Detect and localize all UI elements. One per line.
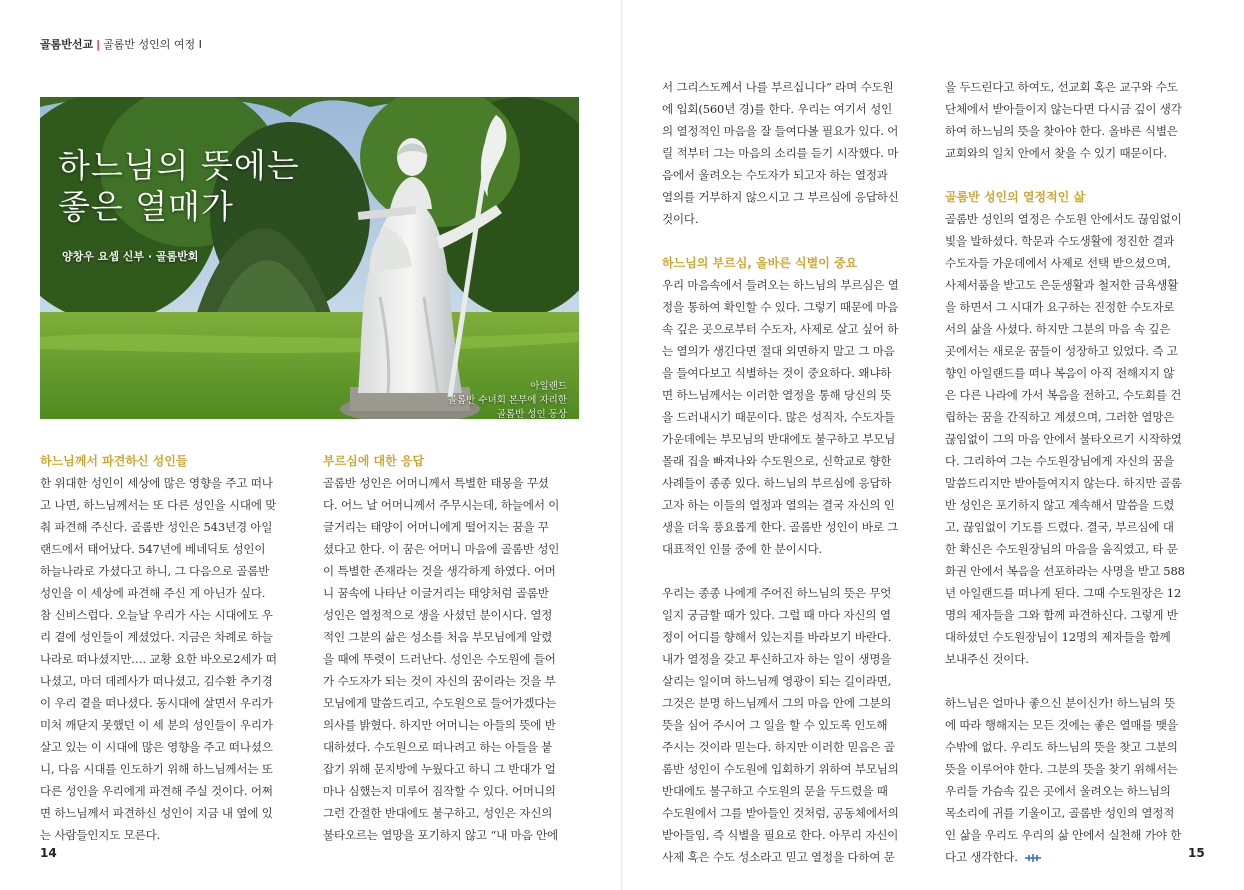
body-text-line bbox=[40, 758, 298, 780]
section-heading: 부르심에 대한 응답 bbox=[323, 454, 425, 468]
body-text: 은 다른 나라에 가서 복음을 전하고, 수도회를 건 bbox=[945, 388, 1182, 402]
body-text: 우리 마음속에서 들려오는 하느님의 부르심은 열 bbox=[662, 278, 899, 292]
body-text-line bbox=[945, 450, 1205, 472]
body-text-line bbox=[323, 604, 581, 626]
body-text-line bbox=[323, 802, 581, 824]
body-text-line bbox=[945, 252, 1205, 274]
body-text-line bbox=[945, 318, 1205, 340]
body-text: 서의 삶을 사셨다. 하지만 그분의 마음 속 깊은 bbox=[945, 322, 1171, 336]
photo-caption-line: 골롬반 성인 동상 bbox=[496, 409, 567, 419]
body-text-line bbox=[323, 582, 581, 604]
section-heading: 골롬반 성인의 열정적인 삶 bbox=[945, 190, 1086, 204]
body-text: 에 따라 행해지는 모든 것에는 좋은 열매를 맺을 bbox=[945, 718, 1178, 732]
body-text: 불타오르는 열망을 포기하지 않고 “내 마음 안에 bbox=[323, 828, 558, 842]
body-text-line bbox=[945, 274, 1205, 296]
body-text: 주시는 것이라 믿는다. 하지만 이러한 믿음은 골 bbox=[662, 740, 895, 754]
body-text-line bbox=[40, 494, 298, 516]
body-text: 글거리는 태양이 어머니에게 떨어지는 꿈을 꾸 bbox=[323, 520, 549, 534]
body-text: 골롬반 성인의 열정은 수도원 안에서도 끊임없이 bbox=[945, 212, 1182, 226]
body-text-line bbox=[945, 208, 1205, 230]
body-text: 교회와의 일치 안에서 찾을 수 있기 때문이다. bbox=[945, 146, 1167, 160]
body-text: 하여 하느님의 뜻을 찾아야 한다. 올바른 식별은 bbox=[945, 124, 1178, 138]
body-text: 대하셨던 수도원장님이 12명의 제자들을 함께 bbox=[945, 630, 1171, 644]
body-text: 골롬반 성인은 어머니께서 특별한 태몽을 꾸셨 bbox=[323, 476, 549, 490]
text-column-1 bbox=[40, 450, 298, 846]
paragraph-gap bbox=[662, 560, 920, 582]
body-text-line bbox=[662, 120, 920, 142]
body-text-line bbox=[40, 670, 298, 692]
body-text: 그런 간절한 반대에도 불구하고, 성인은 자신의 bbox=[323, 806, 553, 820]
body-text-line bbox=[662, 780, 920, 802]
running-head-divider: | bbox=[96, 38, 101, 51]
article-title bbox=[58, 145, 300, 227]
body-text: 이 특별한 존재라는 것을 생각하게 하였다. 어머 bbox=[323, 564, 556, 578]
body-text-line bbox=[662, 670, 920, 692]
body-text-line bbox=[662, 76, 920, 98]
body-text: 생을 더욱 풍요롭게 한다. 골롬반 성인이 바로 그 bbox=[662, 520, 899, 534]
body-text-line bbox=[945, 780, 1205, 802]
body-text-line bbox=[40, 516, 298, 538]
body-text-line bbox=[323, 780, 581, 802]
body-text: 의 열정적인 마음을 잘 들여다볼 필요가 있다. 어 bbox=[662, 124, 899, 138]
body-text: 릴 적부터 그는 마음의 소리를 듣기 시작했다. 마 bbox=[662, 146, 899, 160]
body-text: 반 성인은 포기하지 않고 계속해서 말씀을 드렸 bbox=[945, 498, 1175, 512]
body-text-line bbox=[945, 120, 1205, 142]
body-text: 다. 어느 날 어머니께서 주무시는데, 하늘에서 이 bbox=[323, 498, 560, 512]
body-text-line bbox=[40, 648, 298, 670]
body-text: 음에서 울려오는 수도자가 되고자 하는 열정과 bbox=[662, 168, 888, 182]
running-head bbox=[40, 36, 202, 52]
body-text-line bbox=[945, 692, 1205, 714]
body-text: 끊임없이 그의 마음 안에서 불타오르기 시작하였 bbox=[945, 432, 1182, 446]
body-text: 우리는 종종 나에게 주어진 하느님의 뜻은 무엇 bbox=[662, 586, 892, 600]
body-text: 하느님은 얼마나 좋으신 분이신가! 하느님의 뜻 bbox=[945, 696, 1176, 710]
body-text: 향인 아일랜드를 떠나 복음이 아직 전해지지 않 bbox=[945, 366, 1175, 380]
body-text: 적인 그분의 삶은 성소를 처음 부모님에게 알렸 bbox=[323, 630, 553, 644]
body-text: 을 두드린다고 하여도, 선교회 혹은 교구와 수도 bbox=[945, 80, 1178, 94]
body-text-line bbox=[945, 142, 1205, 164]
body-text-line bbox=[945, 560, 1205, 582]
body-text: 뜻을 심어 주시어 그 일을 할 수 있도록 인도해 bbox=[662, 718, 888, 732]
body-text-line bbox=[945, 362, 1205, 384]
body-text-line bbox=[945, 340, 1205, 362]
body-text: 니 꿈속에 나타난 이글거리는 태양처럼 골롬반 bbox=[323, 586, 549, 600]
body-text-line bbox=[40, 692, 298, 714]
body-text: 우리들 가슴속 깊은 곳에서 울려오는 하느님의 bbox=[945, 784, 1171, 798]
body-text: 고, 끊임없이 기도를 드렸다. 결국, 부르심에 대 bbox=[945, 520, 1174, 534]
body-text-line bbox=[662, 516, 920, 538]
body-text-line bbox=[662, 296, 920, 318]
paragraph-gap bbox=[662, 230, 920, 252]
body-text-line bbox=[323, 714, 581, 736]
body-text-line bbox=[945, 846, 1205, 868]
section-heading: 하느님께서 파견하신 성인들 bbox=[40, 454, 188, 468]
body-text-line bbox=[662, 472, 920, 494]
body-text: 인 삶을 우리도 우리의 삶 안에서 실천해 가야 한 bbox=[945, 828, 1182, 842]
body-text: 빛을 발하셨다. 학문과 수도생활에 정진한 결과 bbox=[945, 234, 1175, 248]
body-text-line bbox=[323, 692, 581, 714]
body-text-line bbox=[945, 494, 1205, 516]
body-text-line bbox=[40, 824, 298, 846]
body-text: 모님에게 말씀드리고, 수도원으로 들어가겠다는 bbox=[323, 696, 557, 710]
body-text-line bbox=[945, 538, 1205, 560]
body-text: 대하셨다. 수도원으로 떠나려고 하는 아들을 붙 bbox=[323, 740, 553, 754]
body-text-line bbox=[945, 98, 1205, 120]
body-text: 뜻을 이루어야 한다. 그분의 뜻을 찾기 위해서는 bbox=[945, 762, 1178, 776]
text-column-4 bbox=[945, 76, 1205, 868]
body-text-line bbox=[40, 736, 298, 758]
body-text: 고자 하는 이들의 열정과 열의는 결국 자신의 인 bbox=[662, 498, 895, 512]
body-text: 화권 안에서 복음을 선포하라는 사명을 받고 588 bbox=[945, 564, 1185, 578]
body-text: 립하는 꿈을 간직하고 계셨으며, 그러한 열망은 bbox=[945, 410, 1175, 424]
body-text-line bbox=[662, 274, 920, 296]
body-text: 을 때에 뚜렷이 드러난다. 성인은 수도원에 들어 bbox=[323, 652, 556, 666]
body-text: 마나 심했는지 미루어 짐작할 수 있다. 어머니의 bbox=[323, 784, 556, 798]
body-text: 성인을 이 세상에 파견해 주신 게 아닌가 싶다. bbox=[40, 586, 266, 600]
body-text-line bbox=[662, 340, 920, 362]
body-text-line bbox=[662, 406, 920, 428]
paragraph-gap bbox=[945, 164, 1205, 186]
body-text-line bbox=[945, 296, 1205, 318]
text-column-3 bbox=[662, 76, 920, 868]
body-text-line bbox=[662, 450, 920, 472]
body-text-line bbox=[40, 582, 298, 604]
body-text: 수도원에서 그를 받아들인 것처럼, 공동체에서의 bbox=[662, 806, 899, 820]
body-text-line bbox=[662, 384, 920, 406]
text-column-2 bbox=[323, 450, 581, 846]
body-text: 을 하면서 그 시대가 요구하는 진정한 수도자로 bbox=[945, 300, 1175, 314]
body-text: 을 들여다보고 식별하는 것이 중요하다. 왜냐하 bbox=[662, 366, 892, 380]
page-number-left: 14 bbox=[40, 846, 57, 860]
body-text-line bbox=[945, 76, 1205, 98]
body-text: 그것은 분명 하느님께서 그의 마음 안에 그분의 bbox=[662, 696, 892, 710]
body-text-line bbox=[662, 142, 920, 164]
body-text: 니, 다음 시대를 인도하기 위해 하느님께서는 또 bbox=[40, 762, 273, 776]
body-text-line bbox=[323, 648, 581, 670]
body-text: 성인은 열정적으로 생을 사셨던 분이시다. 열정 bbox=[323, 608, 553, 622]
body-text: 미처 깨닫지 못했던 이 세 분의 성인들이 우리가 bbox=[40, 718, 273, 732]
body-text: 서 그리스도께서 나를 부르십니다” 라며 수도원 bbox=[662, 80, 894, 94]
body-text: 일지 궁금할 때가 있다. 그럴 때 마다 자신의 열 bbox=[662, 608, 891, 622]
body-text-line bbox=[323, 626, 581, 648]
body-text-line bbox=[662, 604, 920, 626]
article-title-line-1: 하느님의 뜻에는 bbox=[58, 146, 300, 185]
body-text-line bbox=[40, 560, 298, 582]
body-text-line bbox=[323, 758, 581, 780]
body-text-line bbox=[945, 428, 1205, 450]
section-heading: 하느님의 부르심, 올바른 식별이 중요 bbox=[662, 256, 858, 270]
body-text: 수밖에 없다. 우리도 하느님의 뜻을 찾고 그분의 bbox=[945, 740, 1178, 754]
article-end-mark-icon bbox=[1024, 853, 1042, 863]
body-text-line bbox=[662, 802, 920, 824]
body-text-line bbox=[662, 164, 920, 186]
body-text: 랜드에서 태어났다. 547년에 베네딕토 성인이 bbox=[40, 542, 266, 556]
body-text: 살리는 일이며 하느님께 영광이 되는 길이라면, bbox=[662, 674, 892, 688]
body-text-line bbox=[662, 494, 920, 516]
body-text-line bbox=[40, 472, 298, 494]
body-text-line bbox=[40, 604, 298, 626]
body-text: 내가 열정을 갖고 투신하고자 하는 일이 생명을 bbox=[662, 652, 892, 666]
body-text: 참 신비스럽다. 오늘날 우리가 사는 시대에도 우 bbox=[40, 608, 273, 622]
body-text-line bbox=[662, 538, 920, 560]
body-text-line bbox=[945, 516, 1205, 538]
body-text: 다른 성인을 우리에게 파견해 주실 것이다. 어쩌 bbox=[40, 784, 273, 798]
body-text: 대표적인 인물 중에 한 분이시다. bbox=[662, 542, 822, 556]
article-byline: 양창우 요셉 신부 · 골롬반회 bbox=[62, 250, 199, 263]
body-text-line bbox=[662, 736, 920, 758]
body-text-line bbox=[323, 538, 581, 560]
body-text: 는 사람들인지도 모른다. bbox=[40, 828, 161, 842]
body-text: 곳에서는 새로운 꿈들이 성장하고 있었다. 즉 고 bbox=[945, 344, 1178, 358]
body-text: 잡기 위해 문지방에 누웠다고 하니 그 반대가 얼 bbox=[323, 762, 556, 776]
body-text: 목소리에 귀를 기울이고, 골롬반 성인의 열정적 bbox=[945, 806, 1175, 820]
body-text: 고 나면, 하느님께서는 또 다른 성인을 시대에 맞 bbox=[40, 498, 277, 512]
body-text-line bbox=[662, 362, 920, 384]
body-text: 면 하느님께서는 이러한 열정을 통해 당신의 뜻 bbox=[662, 388, 892, 402]
body-text: 을 드러내시기 때문이다. 많은 성직자, 수도자들 bbox=[662, 410, 895, 424]
body-text-line bbox=[662, 318, 920, 340]
body-text-line bbox=[945, 582, 1205, 604]
body-text-line bbox=[40, 714, 298, 736]
body-text-line bbox=[945, 714, 1205, 736]
body-text: 나라로 떠나셨지만…. 교황 요한 바오로2세가 떠 bbox=[40, 652, 277, 666]
running-head-section: 골롬반선교 bbox=[40, 38, 94, 51]
hero-photo bbox=[40, 97, 579, 419]
body-text-line bbox=[323, 494, 581, 516]
body-text-line bbox=[662, 824, 920, 846]
photo-caption-line: 골롬반 수녀회 본부에 자리한 bbox=[447, 395, 567, 406]
body-text-line bbox=[662, 846, 920, 868]
body-text-line bbox=[945, 604, 1205, 626]
body-text: 명의 제자들을 그와 함께 파견하신다. 그렇게 반 bbox=[945, 608, 1178, 622]
photo-caption-line: 아일랜드 bbox=[530, 381, 567, 392]
body-text: 셨다고 한다. 이 꿈은 어머니 마음에 골롬반 성인 bbox=[323, 542, 560, 556]
body-text-line bbox=[945, 384, 1205, 406]
body-text: 보내주신 것이다. bbox=[945, 652, 1029, 666]
running-head-title: 골롬반 성인의 여정 I bbox=[103, 38, 202, 51]
body-text: 나셨고, 마더 데레사가 떠나셨고, 김수환 추기경 bbox=[40, 674, 273, 688]
body-text-line bbox=[945, 406, 1205, 428]
body-text-line bbox=[662, 692, 920, 714]
body-text: 리 곁에 성인들이 계셨었다. 지금은 차례로 하늘 bbox=[40, 630, 273, 644]
body-text-line bbox=[945, 758, 1205, 780]
body-text-line bbox=[323, 516, 581, 538]
page-number-right: 15 bbox=[1188, 846, 1205, 860]
body-text-line bbox=[945, 824, 1205, 846]
body-text: 가운데에는 부모님의 반대에도 불구하고 부모님 bbox=[662, 432, 896, 446]
body-text-line bbox=[323, 560, 581, 582]
body-text-line bbox=[662, 428, 920, 450]
body-text: 열의를 거부하지 않으시고 그 부르심에 응답하신 bbox=[662, 190, 899, 204]
body-text: 것이다. bbox=[662, 212, 699, 226]
body-text: 반대에도 불구하고 수도원의 문을 두드렸을 때 bbox=[662, 784, 888, 798]
body-text-line bbox=[40, 780, 298, 802]
body-text: 에 입회(560년 경)를 한다. 우리는 여기서 성인 bbox=[662, 102, 893, 116]
body-text-line bbox=[662, 648, 920, 670]
body-text: 말씀드리지만 받아들여지지 않는다. 하지만 골롬 bbox=[945, 476, 1182, 490]
body-text-line bbox=[662, 714, 920, 736]
body-text: 사제 혹은 수도 성소라고 믿고 열정을 다하여 문 bbox=[662, 850, 895, 864]
body-text: 롬반 성인이 수도원에 입회하기 위하여 부모님의 bbox=[662, 762, 899, 776]
body-text: 사제서품을 받고도 은둔생활과 철저한 금욕생활 bbox=[945, 278, 1179, 292]
body-text-line bbox=[662, 186, 920, 208]
body-text: 가 수도자가 되는 것이 자신의 꿈이라는 것을 부 bbox=[323, 674, 556, 688]
body-text: 정을 통하여 확인할 수 있다. 그렇기 때문에 마음 bbox=[662, 300, 899, 314]
body-text: 받아들임, 즉 식별을 필요로 한다. 아무리 자신이 bbox=[662, 828, 899, 842]
body-text: 몰래 집을 빠져나와 수도원으로, 신학교로 향한 bbox=[662, 454, 892, 468]
body-text-line bbox=[945, 230, 1205, 252]
body-text-line bbox=[945, 736, 1205, 758]
body-text: 단체에서 받아들이지 않는다면 다시금 깊이 생각 bbox=[945, 102, 1182, 116]
body-text-line bbox=[40, 802, 298, 824]
body-text: 이 우리 곁을 떠나셨다. 동시대에 살면서 우리가 bbox=[40, 696, 273, 710]
body-text: 속 깊은 곳으로부터 수도자, 사제로 살고 싶어 하 bbox=[662, 322, 899, 336]
body-text-line bbox=[945, 472, 1205, 494]
body-text: 는 열의가 생긴다면 절대 외면하지 말고 그 마음 bbox=[662, 344, 895, 358]
body-text-line bbox=[662, 758, 920, 780]
body-text: 한 확신은 수도원장님의 마음을 움직였고, 타 문 bbox=[945, 542, 1178, 556]
body-text-line bbox=[323, 472, 581, 494]
body-text: 춰 파견해 주신다. 골롬반 성인은 543년경 아일 bbox=[40, 520, 273, 534]
body-text: 사례들이 종종 있다. 하느님의 부르심에 응답하 bbox=[662, 476, 892, 490]
body-text-line bbox=[323, 670, 581, 692]
body-text: 면 하느님께서 파견하신 성인이 지금 내 옆에 있 bbox=[40, 806, 273, 820]
body-text-line bbox=[662, 582, 920, 604]
body-text-line bbox=[40, 538, 298, 560]
body-text: 의사를 밝혔다. 하지만 어머니는 아들의 뜻에 반 bbox=[323, 718, 556, 732]
photo-caption bbox=[267, 380, 567, 419]
body-text: 하늘나라로 가셨다고 하니, 그 다음으로 골롬반 bbox=[40, 564, 270, 578]
body-text-line bbox=[662, 98, 920, 120]
body-text: 살고 있는 이 시대에 많은 영향을 주고 떠나셨으 bbox=[40, 740, 273, 754]
body-text-line bbox=[323, 824, 581, 846]
body-text-line bbox=[945, 648, 1205, 670]
body-text: 한 위대한 성인이 세상에 많은 영향을 주고 떠나 bbox=[40, 476, 273, 490]
article-title-line-2: 좋은 열매가 bbox=[58, 187, 234, 226]
body-text: 년 아일랜드를 떠나게 된다. 그때 수도원장은 12 bbox=[945, 586, 1182, 600]
body-text: 다. 그리하여 그는 수도원장님에게 자신의 꿈을 bbox=[945, 454, 1175, 468]
body-text: 수도자들 가운데에서 사제로 선택 받으셨으며, bbox=[945, 256, 1171, 270]
body-text-line bbox=[40, 626, 298, 648]
body-text: 다고 생각한다. bbox=[945, 850, 1018, 864]
body-text-line bbox=[945, 626, 1205, 648]
page-gutter bbox=[621, 0, 623, 890]
body-text-line bbox=[945, 802, 1205, 824]
paragraph-gap bbox=[945, 670, 1205, 692]
body-text-line bbox=[662, 626, 920, 648]
body-text: 정이 어디를 향해서 있는지를 바라보기 바란다. bbox=[662, 630, 892, 644]
body-text-line bbox=[323, 736, 581, 758]
body-text-line bbox=[662, 208, 920, 230]
